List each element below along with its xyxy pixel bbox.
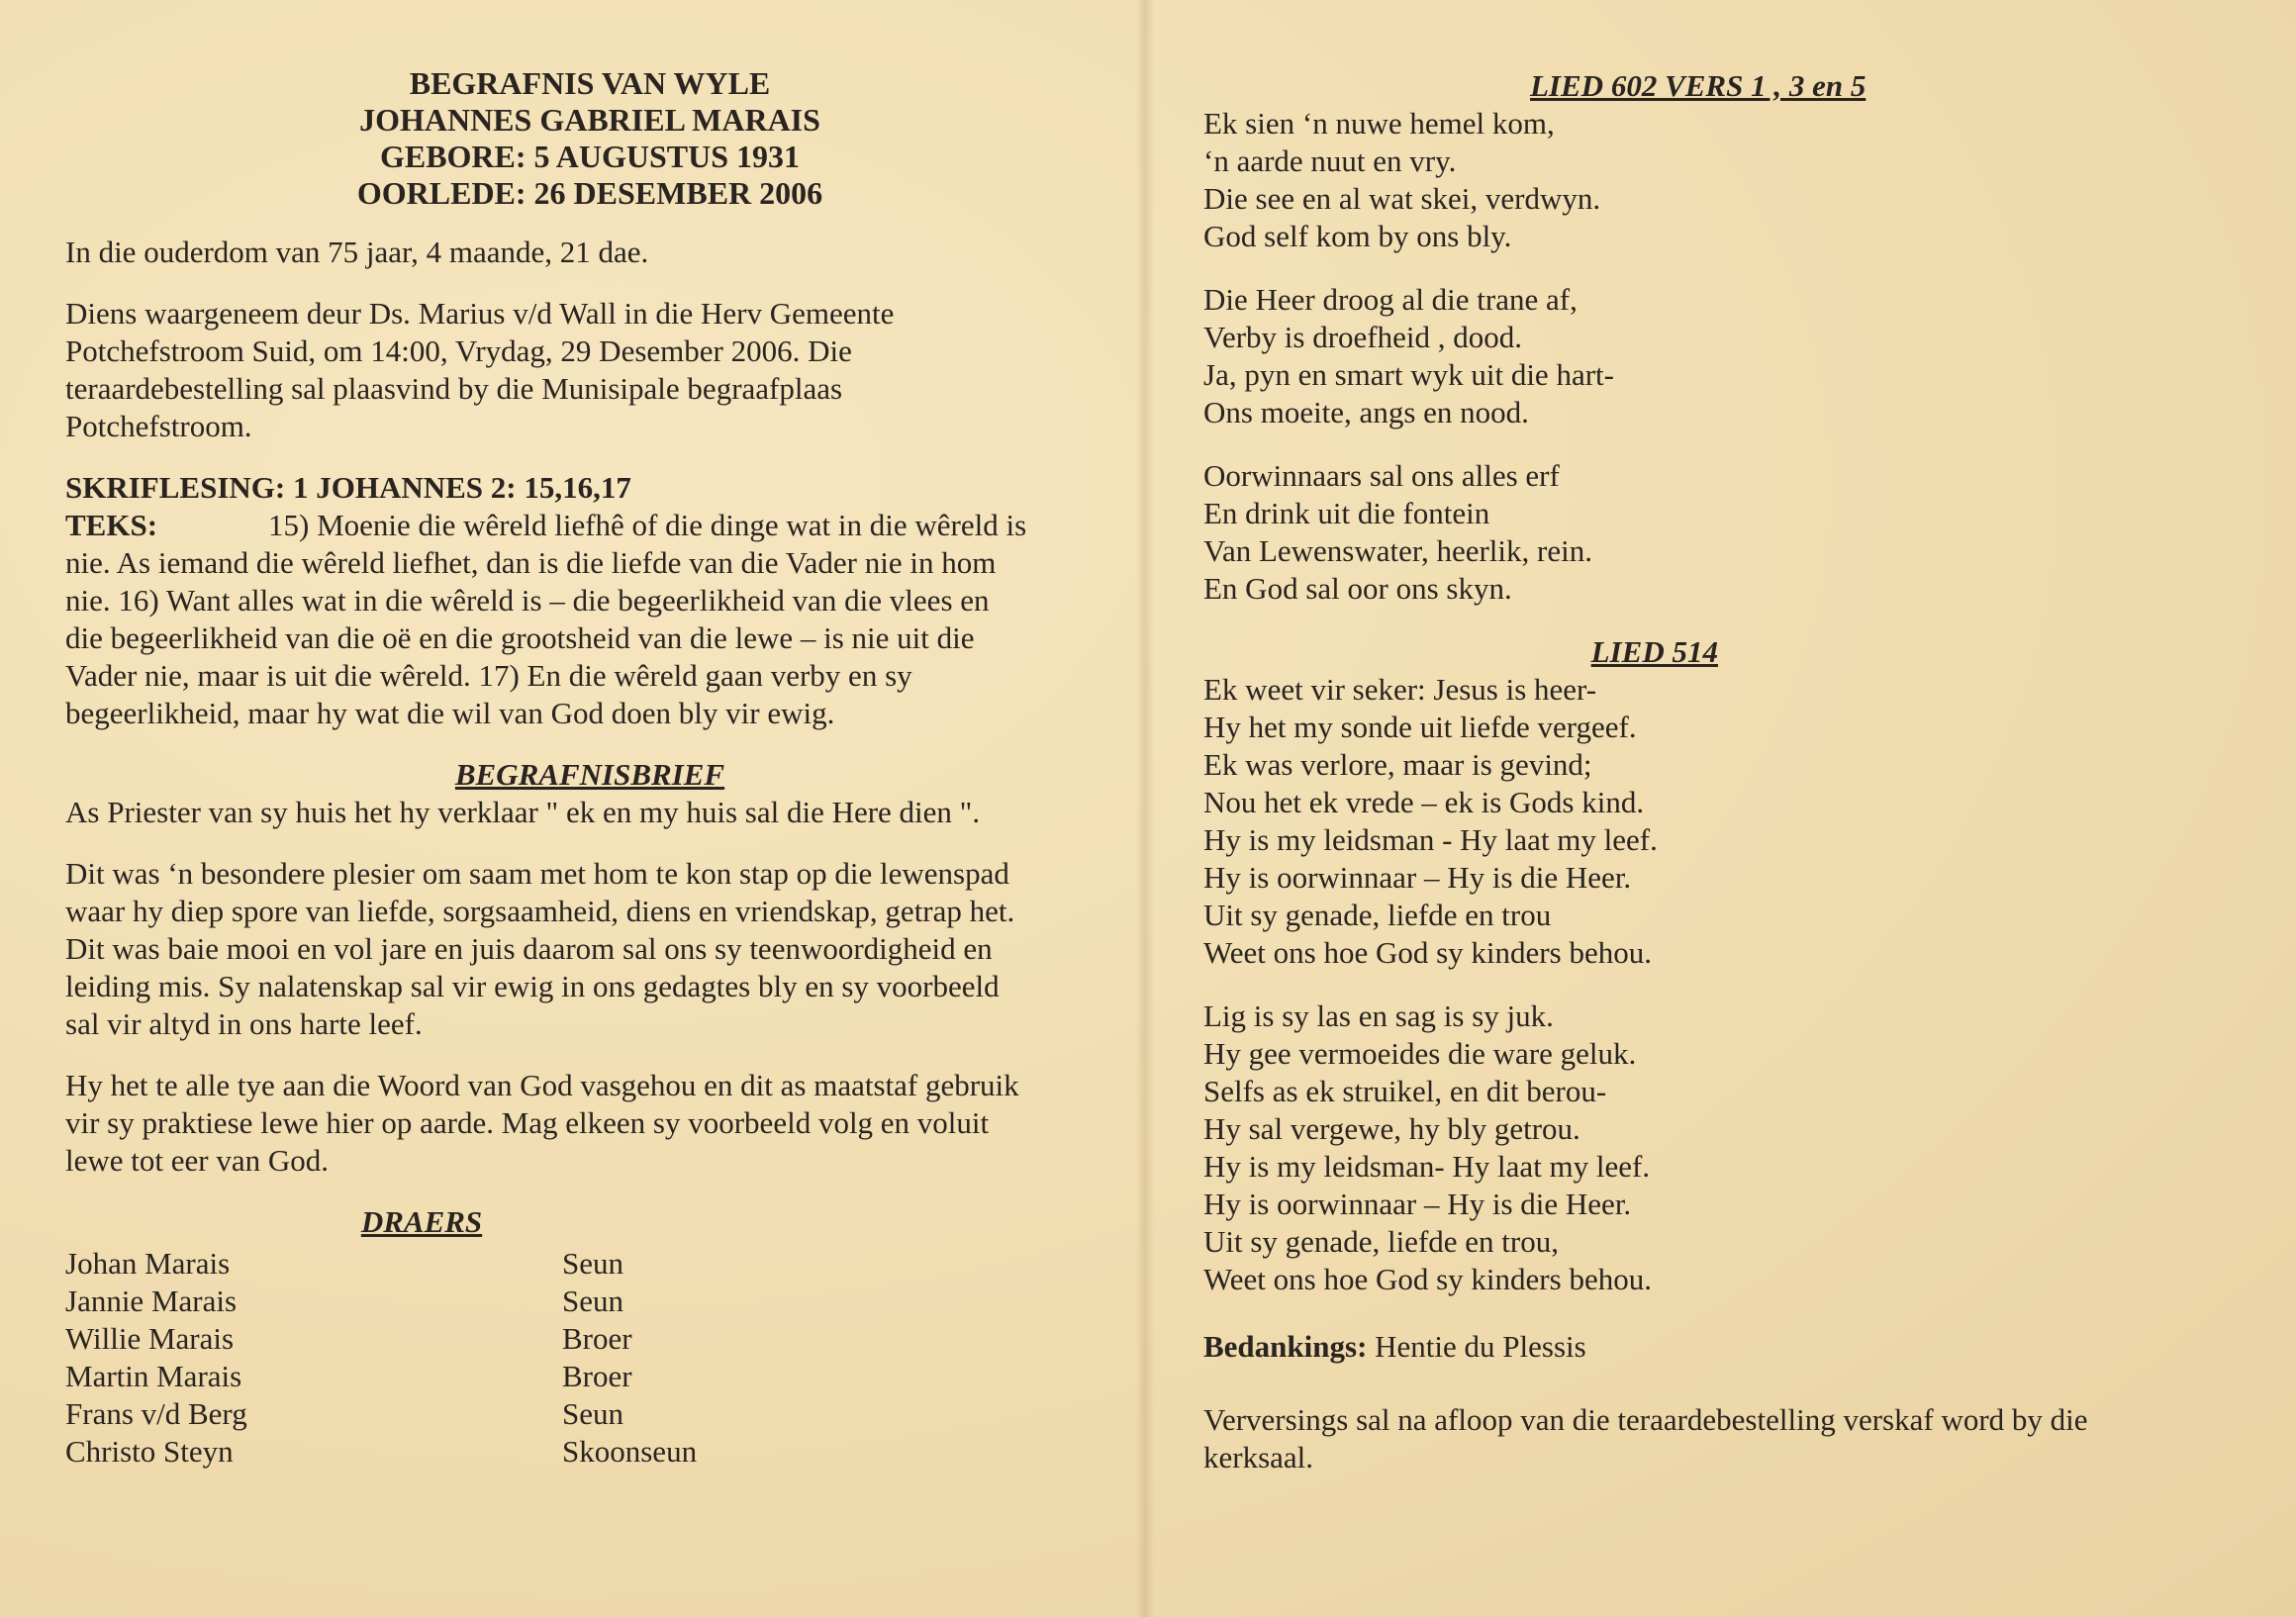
verse-line: Oorwinnaars sal ons alles erf bbox=[1203, 458, 1560, 493]
title-line: BEGRAFNIS VAN WYLE bbox=[409, 65, 771, 101]
acknowledgements bbox=[1203, 1328, 2233, 1366]
verse-line: En God sal oor ons skyn. bbox=[1203, 571, 1512, 606]
verse-line: En drink uit die fontein bbox=[1203, 496, 1490, 530]
reading-heading: SKRIFLESING: 1 JOHANNES 2: 15,16,17 bbox=[65, 470, 631, 505]
verse-line: Hy sal vergewe, hy bly getrou. bbox=[1203, 1111, 1580, 1146]
verse-line: Verby is droefheid , dood. bbox=[1203, 320, 1522, 354]
title-line: OORLEDE: 26 DESEMBER 2006 bbox=[356, 175, 823, 211]
thanks-label: Bedankings: bbox=[1203, 1329, 1368, 1364]
bearer-row bbox=[65, 1395, 778, 1433]
letter-line: sal vir altyd in ons harte leef. bbox=[65, 1006, 423, 1041]
bearer-relation: Broer bbox=[562, 1359, 632, 1393]
verse-line: Ek sien ‘n nuwe hemel kom, bbox=[1203, 106, 1555, 141]
verse-line: Hy het my sonde uit liefde vergeef. bbox=[1203, 710, 1637, 744]
right-page bbox=[1203, 59, 2233, 1476]
verse-line: Van Lewenswater, heerlik, rein. bbox=[1203, 533, 1592, 568]
bearer-row bbox=[65, 1283, 778, 1320]
teks-row bbox=[65, 507, 1114, 544]
bearer-name: Jannie Marais bbox=[65, 1284, 238, 1318]
title-line: GEBORE: 5 AUGUSTUS 1931 bbox=[379, 139, 801, 174]
teks-line: die begeerlikheid van die oë en die grootsheid van die lewe – is nie uit die bbox=[65, 620, 975, 655]
bearer-name: Johan Marais bbox=[65, 1246, 231, 1281]
teks-line: begeerlikheid, maar hy wat die wil van God doen bly vir ewig. bbox=[65, 696, 835, 730]
verse-line: Uit sy genade, liefde en trou, bbox=[1203, 1224, 1559, 1259]
letter-line: Hy het te alle tye aan die Woord van God vasgehou en dit as maatstaf gebruik bbox=[65, 1068, 1019, 1102]
bearer-row bbox=[65, 1358, 778, 1395]
bearers-list bbox=[65, 1245, 778, 1471]
verse-line: Hy is oorwinnaar – Hy is die Heer. bbox=[1203, 1187, 1632, 1221]
letter-line: leiding mis. Sy nalatenskap sal vir ewig in ons gedagtes bly en sy voorbeeld bbox=[65, 969, 1000, 1003]
verse-line: Weet ons hoe God sy kinders behou. bbox=[1203, 935, 1652, 970]
refreshments-line: Verversings sal na afloop van die teraardebestelling verskaf word by die bbox=[1203, 1402, 2088, 1437]
hymn-stanza bbox=[1203, 281, 2233, 431]
bearer-relation: Skoonseun bbox=[562, 1434, 698, 1469]
teks-line: 15) Moenie die wêreld liefhê of die dinge wat in die wêreld is bbox=[268, 508, 1027, 542]
scripture-reading bbox=[65, 469, 1114, 732]
program-title bbox=[65, 65, 1114, 212]
service-line: Potchefstroom. bbox=[65, 409, 252, 443]
letter-paragraph: As Priester van sy huis het hy verklaar " ek en my huis sal die Here dien ". bbox=[65, 795, 981, 829]
verse-line: Die see en al wat skei, verdwyn. bbox=[1203, 181, 1601, 216]
service-line: teraardebestelling sal plaasvind by die Munisipale begraafplaas bbox=[65, 371, 843, 406]
verse-line: Hy is oorwinnaar – Hy is die Heer. bbox=[1203, 860, 1632, 895]
bearer-row bbox=[65, 1245, 778, 1283]
verse-line: Ja, pyn en smart wyk uit die hart- bbox=[1203, 357, 1614, 392]
bearer-relation: Broer bbox=[562, 1321, 632, 1356]
verse-line: Die Heer droog al die trane af, bbox=[1203, 282, 1578, 317]
verse-line: Weet ons hoe God sy kinders behou. bbox=[1203, 1262, 1652, 1296]
hymn-heading: LIED 602 VERS 1 , 3 en 5 bbox=[1530, 68, 1866, 103]
letter-line: Dit was baie mooi en vol jare en juis daarom sal ons sy teenwoordigheid en bbox=[65, 931, 993, 966]
verse-line: Ek weet vir seker: Jesus is heer- bbox=[1203, 672, 1597, 707]
service-line: Potchefstroom Suid, om 14:00, Vrydag, 29 Desember 2006. Die bbox=[65, 333, 852, 368]
verse-line: Hy is my leidsman - Hy laat my leef. bbox=[1203, 822, 1658, 857]
letter-line: waar hy diep spore van liefde, sorgsaamheid, diens en vriendskap, getrap het. bbox=[65, 894, 1015, 928]
teks-line: nie. 16) Want alles wat in die wêreld is – die begeerlikheid van die vlees en bbox=[65, 583, 990, 618]
letter-line: vir sy praktiese lewe hier op aarde. Mag elkeen sy voorbeeld volg en voluit bbox=[65, 1105, 990, 1140]
bearer-relation: Seun bbox=[562, 1284, 623, 1318]
hymn-stanza bbox=[1203, 998, 2233, 1298]
verse-line: Lig is sy las en sag is sy juk. bbox=[1203, 999, 1554, 1033]
verse-line: Hy is my leidsman- Hy laat my leef. bbox=[1203, 1149, 1651, 1184]
letter-line: lewe tot eer van God. bbox=[65, 1143, 329, 1178]
bearer-name: Martin Marais bbox=[65, 1359, 242, 1393]
bearers-heading: DRAERS bbox=[360, 1204, 483, 1239]
bearer-name: Willie Marais bbox=[65, 1321, 235, 1356]
refreshments-line: kerksaal. bbox=[1203, 1440, 1314, 1474]
verse-line: Nou het ek vrede – ek is Gods kind. bbox=[1203, 785, 1645, 819]
title-line: JOHANNES GABRIEL MARAIS bbox=[359, 102, 820, 138]
verse-line: Selfs as ek struikel, en dit berou- bbox=[1203, 1074, 1607, 1108]
service-line: Diens waargeneem deur Ds. Marius v/d Wall in die Herv Gemeente bbox=[65, 296, 895, 331]
bearer-row bbox=[65, 1433, 778, 1471]
center-fold bbox=[1136, 0, 1154, 1617]
verse-line: ‘n aarde nuut en vry. bbox=[1203, 143, 1457, 178]
hymn-stanza bbox=[1203, 671, 2233, 972]
verse-line: God self kom by ons bly. bbox=[1203, 219, 1512, 253]
hymn-stanza bbox=[1203, 105, 2233, 255]
letter-paragraph bbox=[65, 855, 1114, 1043]
refreshments-note bbox=[1203, 1401, 2233, 1476]
teks-label: TEKS: bbox=[65, 508, 158, 542]
teks-line: Vader nie, maar is uit die wêreld. 17) En die wêreld gaan verby en sy bbox=[65, 658, 912, 693]
left-page bbox=[65, 59, 1114, 1471]
bearer-relation: Seun bbox=[562, 1396, 623, 1431]
teks-line: nie. As iemand die wêreld liefhet, dan is die liefde van die Vader nie in hom bbox=[65, 545, 997, 580]
verse-line: Ons moeite, angs en nood. bbox=[1203, 395, 1529, 429]
bearer-row bbox=[65, 1320, 778, 1358]
letter-heading: BEGRAFNISBRIEF bbox=[454, 757, 725, 792]
thanks-name: Hentie du Plessis bbox=[1375, 1329, 1586, 1364]
verse-line: Ek was verlore, maar is gevind; bbox=[1203, 747, 1592, 782]
verse-line: Hy gee vermoeides die ware geluk. bbox=[1203, 1036, 1637, 1071]
service-details bbox=[65, 295, 1114, 445]
bearer-name: Christo Steyn bbox=[65, 1434, 234, 1469]
hymn-stanza bbox=[1203, 457, 2233, 608]
bearer-name: Frans v/d Berg bbox=[65, 1396, 247, 1431]
letter-line: Dit was ‘n besondere plesier om saam met hom te kon stap op die lewenspad bbox=[65, 856, 1009, 891]
hymn-heading: LIED 514 bbox=[1590, 634, 1718, 669]
verse-line: Uit sy genade, liefde en trou bbox=[1203, 898, 1552, 932]
letter-paragraph bbox=[65, 1067, 1114, 1180]
age-line: In die ouderdom van 75 jaar, 4 maande, 21 dae. bbox=[65, 235, 649, 269]
bearer-relation: Seun bbox=[562, 1246, 623, 1281]
